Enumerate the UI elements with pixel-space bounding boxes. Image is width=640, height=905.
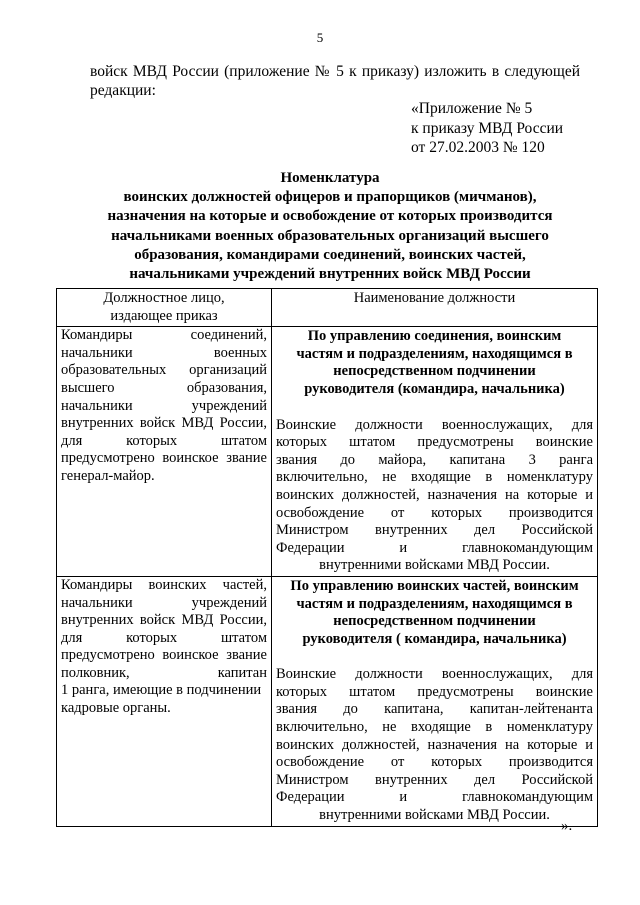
table-header-row xyxy=(57,289,598,327)
page-number: 5 xyxy=(316,30,324,45)
position-description xyxy=(276,666,593,824)
body-line: освобождение от которых производится xyxy=(276,504,593,521)
body-line: звания до майора, капитана 3 ранга xyxy=(276,451,593,468)
header-official xyxy=(57,289,272,327)
body-line: Федерации и главнокомандующим xyxy=(276,789,593,806)
cell-line: 1 ранга, имеющие в подчинении xyxy=(61,682,262,699)
cell-line: предусмотрено воинское звание xyxy=(61,450,267,467)
official-cell xyxy=(57,327,272,577)
heading-line: начальниками учреждений внутренних войск МВД России xyxy=(129,266,531,283)
appendix-reference xyxy=(411,99,563,158)
body-line: Министром внутренних дел Российской xyxy=(276,771,593,788)
body-line: Министром внутренних дел Российской xyxy=(276,522,593,539)
document-heading xyxy=(60,169,600,284)
intro-paragraph xyxy=(90,62,580,100)
title-line: По управлению воинских частей, воинским xyxy=(290,577,579,594)
title-line: непосредственном подчинении xyxy=(333,613,536,630)
position-description xyxy=(276,417,593,575)
title-line: частям и подразделениям, находящимся в xyxy=(296,595,573,612)
cell-line: для которых штатом xyxy=(61,432,267,449)
position-cell xyxy=(272,327,598,577)
cell-line: полковник, капитан xyxy=(61,664,267,681)
nomenclature-table xyxy=(56,288,598,827)
cell-line: Командиры воинских частей, xyxy=(61,576,267,593)
body-line: включительно, не входящие в номенклатуру xyxy=(276,719,593,736)
title-line: По управлению соединения, воинским xyxy=(307,328,562,345)
header-line: издающее приказ xyxy=(110,307,218,324)
cell-line: начальники учреждений xyxy=(61,594,267,611)
cell-line: начальники военных xyxy=(61,344,267,361)
official-cell xyxy=(57,576,272,826)
heading-line: воинских должностей офицеров и прапорщиков (мичманов), xyxy=(123,189,537,206)
table-row xyxy=(57,576,598,826)
header-line: Должностное лицо, xyxy=(103,290,225,306)
body-line: Воинские должности военнослужащих, для xyxy=(276,416,593,433)
closing-quote: ». xyxy=(561,818,573,834)
appendix-line: от 27.02.2003 № 120 xyxy=(411,139,545,156)
body-line: Воинские должности военнослужащих, для xyxy=(276,666,593,683)
header-position: Наименование должности xyxy=(272,289,598,327)
appendix-line: к приказу МВД России xyxy=(411,119,564,137)
cell-line: начальники учреждений xyxy=(61,397,267,414)
body-line: внутренними войсками МВД России. xyxy=(319,807,550,824)
cell-line: высшего образования, xyxy=(61,379,267,396)
intro-line: редакции: xyxy=(90,82,156,99)
cell-line: образовательных организаций xyxy=(61,362,267,379)
position-cell xyxy=(272,576,598,826)
title-line: непосредственном подчинении xyxy=(333,363,536,380)
cell-line: Командиры соединений, xyxy=(61,327,267,344)
title-line: частям и подразделениям, находящимся в xyxy=(296,345,573,362)
cell-line: предусмотрено воинское звание xyxy=(61,647,267,664)
body-line: внутренними войсками МВД России. xyxy=(319,557,550,574)
body-line: Федерации и главнокомандующим xyxy=(276,539,593,556)
cell-line: для которых штатом xyxy=(61,629,267,646)
position-title xyxy=(276,577,593,648)
body-line: освобождение от которых производится xyxy=(276,754,593,771)
title-line: руководителя ( командира, начальника) xyxy=(302,630,567,647)
appendix-line: «Приложение № 5 xyxy=(411,100,533,117)
body-line: воинских должностей, назначения на которые и xyxy=(276,736,593,753)
intro-line: войск МВД России (приложение № 5 к приказу) изложить в следующей xyxy=(90,63,580,80)
body-line: которых штатом предусмотрены воинские xyxy=(276,434,593,451)
cell-line: внутренних войск МВД России, xyxy=(61,612,267,629)
heading-line: Номенклатура xyxy=(280,170,380,186)
heading-line: образования, командирами соединений, воинских частей, xyxy=(134,246,526,263)
heading-line: начальниками военных образовательных организаций высшего xyxy=(111,227,549,244)
title-line: руководителя (командира, начальника) xyxy=(304,380,565,397)
table-row xyxy=(57,327,598,577)
body-line: включительно, не входящие в номенклатуру xyxy=(276,469,593,486)
body-line: воинских должностей, назначения на которые и xyxy=(276,486,593,503)
body-line: которых штатом предусмотрены воинские xyxy=(276,683,593,700)
cell-line: внутренних войск МВД России, xyxy=(61,415,267,432)
cell-line: генерал-майор. xyxy=(61,467,155,484)
cell-line: кадровые органы. xyxy=(61,700,171,717)
body-line: звания до капитана, капитан-лейтенанта xyxy=(276,701,593,718)
heading-line: назначения на которые и освобождение от которых производится xyxy=(107,208,553,225)
position-title xyxy=(276,327,593,398)
